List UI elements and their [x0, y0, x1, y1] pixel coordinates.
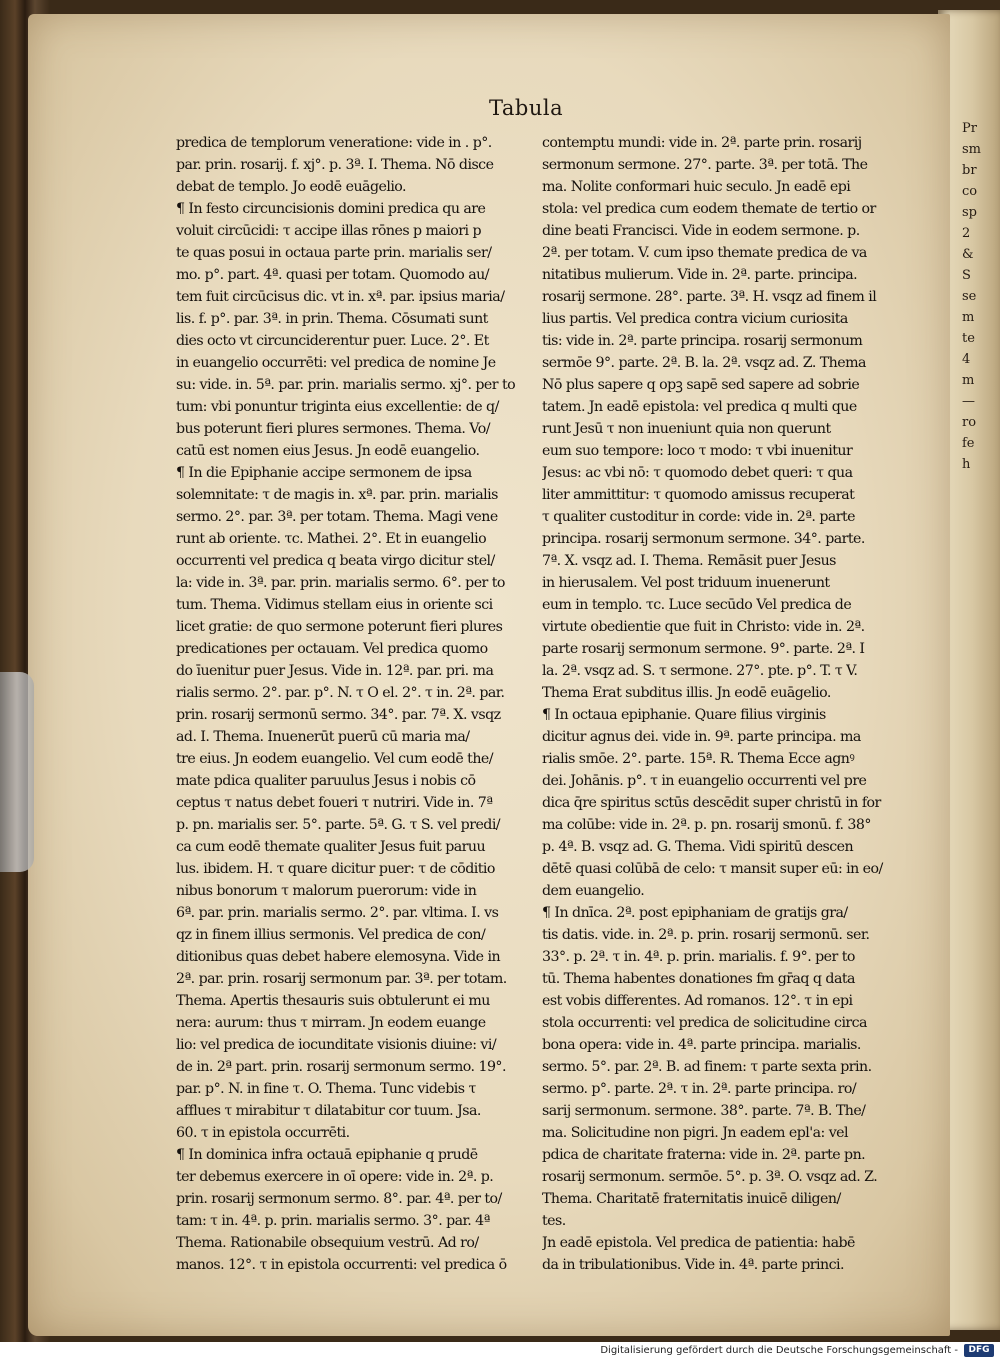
- text-line: ma. Nolite conformari huic seculo. Jn eadē epi: [542, 179, 851, 195]
- text-line: ¶ In dominica infra octauā epiphanie q prudē: [176, 1147, 478, 1163]
- text-line: runt ab oriente. τc. Mathei. 2°. Et in euangelio: [176, 531, 487, 547]
- digitization-footer: [0, 1342, 1000, 1360]
- text-line: rosarij sermone. 28°. parte. 3ª. H. vsqz ad finem il: [542, 289, 877, 305]
- text-line: sermo. 5°. par. 2ª. B. ad finem: τ parte sexta prin.: [542, 1059, 872, 1075]
- text-line: manos. 12°. τ in epistola occurrenti: vel predica ō: [176, 1257, 507, 1273]
- text-column-left: [176, 132, 536, 1276]
- text-line: rialis smōe. 2°. parte. 15ª. R. Thema Ecce agnꝰ: [542, 751, 855, 767]
- text-line: Nō plus sapere q opꝫ sapē sed sapere ad sobrie: [542, 377, 860, 393]
- text-line: predicationes per octauam. Vel predica quomo: [176, 641, 488, 657]
- text-line: do īuenitur puer Jesus. Vide in. 12ª. par. pri. ma: [176, 663, 494, 679]
- text-line: tum: vbi ponuntur triginta eius excellentie: de q/: [176, 399, 499, 415]
- text-line: tis datis. vide. in. 2ª. p. prin. rosarij sermonū. ser.: [542, 927, 870, 943]
- text-line: lis. f. p°. par. 3ª. in prin. Thema. Cōsumati sunt: [176, 311, 488, 327]
- text-line: 6ª. par. prin. marialis sermo. 2°. par. vltima. I. vs: [176, 905, 499, 921]
- text-line: principa. rosarij sermonum sermone. 34°. parte.: [542, 531, 865, 547]
- text-line: ¶ In die Epiphanie accipe sermonem de ipsa: [176, 465, 472, 481]
- text-column-right: [542, 132, 894, 1276]
- text-line: stola: vel predica cum eodem themate de tertio or: [542, 201, 876, 217]
- text-line: nibus bonorum τ malorum puerorum: vide in: [176, 883, 477, 899]
- binding-clip: [0, 672, 34, 872]
- text-line: catū est nomen eius Jesus. Jn eodē euangelio.: [176, 443, 480, 459]
- text-line: lus. ibidem. H. τ quare dicitur puer: τ de cōditio: [176, 861, 495, 877]
- page-header: Tabula: [489, 96, 564, 120]
- text-line: rialis sermo. 2°. par. p°. N. τ O el. 2°. τ in. 2ª. par.: [176, 685, 505, 701]
- text-line: sermo. p°. parte. 2ª. τ in. 2ª. parte principa. ro/: [542, 1081, 857, 1097]
- dfg-logo: DFG: [964, 1344, 994, 1357]
- text-line: 2ª. par. prin. rosarij sermonum par. 3ª. per totam.: [176, 971, 507, 987]
- text-line: ter debemus exercere in oī opere: vide in. 2ª. p.: [176, 1169, 494, 1185]
- text-line: tam: τ in. 4ª. p. prin. marialis sermo. 3°. par. 4ª: [176, 1213, 490, 1229]
- next-page-text-fragment: Pr sm br co sp 2 & S se m te 4 m — ro fe h: [962, 121, 981, 472]
- text-line: da in tribulationibus. Vide in. 4ª. parte princi.: [542, 1257, 844, 1273]
- text-line: tes.: [542, 1213, 566, 1229]
- text-line: afflues τ mirabitur τ dilatabitur cor tuum. Jsa.: [176, 1103, 481, 1119]
- text-line: stola occurrenti: vel predica de solicitudine circa: [542, 1015, 867, 1031]
- text-line: predica de templorum veneratione: vide in . p°.: [176, 135, 492, 151]
- text-line: tis: vide in. 2ª. parte principa. rosarij sermonum: [542, 333, 863, 349]
- footer-credit: Digitalisierung gefördert durch die Deutsche Forschungsgemeinschaft -: [600, 1345, 958, 1356]
- text-line: virtute obedientie que fuit in Christo: vide in. 2ª.: [542, 619, 865, 635]
- text-line: nera: aurum: thus τ mirram. Jn eodem euange: [176, 1015, 486, 1031]
- text-line: bus poterunt fieri plures sermones. Thema. Vo/: [176, 421, 490, 437]
- text-line: 7ª. X. vsqz ad. I. Thema. Remāsit puer Jesus: [542, 553, 836, 569]
- text-line: ceptus τ natus debet foueri τ nutriri. Vide in. 7ª: [176, 795, 493, 811]
- text-line: bona opera: vide in. 4ª. parte principa. marialis.: [542, 1037, 861, 1053]
- text-line: τ qualiter custoditur in corde: vide in. 2ª. parte: [542, 509, 856, 525]
- text-line: dei. Johānis. p°. τ in euangelio occurrenti vel pre: [542, 773, 867, 789]
- text-line: voluit circūcidi: τ accipe illas rōnes p maiori p: [176, 223, 482, 239]
- text-line: 2ª. per totam. V. cum ipso themate predica de va: [542, 245, 867, 261]
- text-line: qz in finem illius sermonis. Vel predica de con/: [176, 927, 486, 943]
- text-line: la: vide in. 3ª. par. prin. marialis sermo. 6°. per to: [176, 575, 505, 591]
- text-line: sermo. 2°. par. 3ª. per totam. Thema. Magi vene: [176, 509, 498, 525]
- text-line: tum. Thema. Vidimus stellam eius in oriente sci: [176, 597, 493, 613]
- text-line: dētē quasi colūbā de celo: τ mansit super eū: in eo/: [542, 861, 883, 877]
- text-line: tū. Thema habentes donationes fm gr̄aq q data: [542, 971, 855, 987]
- text-line: Thema. Charitatē fraternitatis inuicē diligen/: [542, 1191, 841, 1207]
- text-line: mate pdica qualiter paruulus Jesus i nobis cō: [176, 773, 476, 789]
- text-line: ca cum eodē themate qualiter Jesus fuit paruu: [176, 839, 486, 855]
- text-line: ditionibus quas debet habere elemosyna. Vide in: [176, 949, 501, 965]
- text-line: sarij sermonum. sermone. 38°. parte. 7ª. B. The/: [542, 1103, 866, 1119]
- text-line: p. pn. marialis ser. 5°. parte. 5ª. G. τ S. vel predi/: [176, 817, 501, 833]
- text-line: 33°. p. 2ª. τ in. 4ª. p. prin. marialis. f. 9°. per to: [542, 949, 855, 965]
- text-line: te quas posui in octaua parte prin. marialis ser/: [176, 245, 492, 261]
- text-line: eum suo tempore: loco τ modo: τ vbi inuenitur: [542, 443, 853, 459]
- text-line: solemnitate: τ de magis in. xª. par. prin. marialis: [176, 487, 498, 503]
- text-line: ma. Solicitudine non pigri. Jn eadem epl'a: vel: [542, 1125, 849, 1141]
- text-line: ¶ In festo circuncisionis domini predica qu are: [176, 201, 486, 217]
- text-line: prin. rosarij sermonum sermo. 8°. par. 4ª. per to/: [176, 1191, 502, 1207]
- text-line: pdica de charitate fraterna: vide in. 2ª. parte pn.: [542, 1147, 866, 1163]
- text-line: liter ammittitur: τ quomodo amissus recuperat: [542, 487, 855, 503]
- text-line: de in. 2ª part. prin. rosarij sermonum sermo. 19°.: [176, 1059, 506, 1075]
- text-line: contemptu mundi: vide in. 2ª. parte prin. rosarij: [542, 135, 862, 151]
- text-line: tatem. Jn eadē epistola: vel predica q multi que: [542, 399, 857, 415]
- text-line: prin. rosarij sermonū sermo. 34°. par. 7ª. X. vsqz: [176, 707, 501, 723]
- text-line: lio: vel predica de iocunditate visionis diuine: vi/: [176, 1037, 497, 1053]
- text-line: dem euangelio.: [542, 883, 645, 899]
- text-line: ma colūbe: vide in. 2ª. p. pn. rosarij smonū. f. 38°: [542, 817, 871, 833]
- text-line: parte rosarij sermonum sermone. 9°. parte. 2ª. I: [542, 641, 865, 657]
- text-line: tre eius. Jn eodem euangelio. Vel cum eodē the/: [176, 751, 493, 767]
- text-line: dine beati Francisci. Vide in eodem sermone. p.: [542, 223, 860, 239]
- text-line: su: vide. in. 5ª. par. prin. marialis sermo. xj°. per to: [176, 377, 516, 393]
- text-line: dies octo vt circunciderentur puer. Luce. 2°. Et: [176, 333, 489, 349]
- text-line: Jesus: ac vbi nō: τ quomodo debet queri: τ qua: [542, 465, 853, 481]
- text-line: par. p°. N. in fine τ. O. Thema. Tunc videbis τ: [176, 1081, 476, 1097]
- text-line: ¶ In dnīca. 2ª. post epiphaniam de gratijs gra/: [542, 905, 848, 921]
- text-line: dica q̄re spiritus sctūs descēdit super christū in for: [542, 795, 881, 811]
- text-line: sermōe 9°. parte. 2ª. B. la. 2ª. vsqz ad. Z. Thema: [542, 355, 866, 371]
- text-line: runt Jesū τ non inueniunt quia non querunt: [542, 421, 831, 437]
- text-line: occurrenti vel predica q beata virgo dicitur stel/: [176, 553, 495, 569]
- text-line: in euangelio occurrēti: vel predica de nomine Je: [176, 355, 496, 371]
- text-line: Thema. Rationabile obsequium vestrū. Ad ro/: [176, 1235, 479, 1251]
- text-line: est vobis differentes. Ad romanos. 12°. τ in epi: [542, 993, 853, 1009]
- text-line: debat de templo. Jo eodē euāgelio.: [176, 179, 407, 195]
- text-line: eum in templo. τc. Luce secūdo Vel predica de: [542, 597, 852, 613]
- text-line: Thema. Apertis thesauris suis obtulerunt ei mu: [176, 993, 490, 1009]
- text-line: Jn eadē epistola. Vel predica de patientia: habē: [542, 1235, 855, 1251]
- text-line: rosarij sermonum. sermōe. 5°. p. 3ª. O. vsqz ad. Z.: [542, 1169, 878, 1185]
- text-line: tem fuit circūcisus dic. vt in. xª. par. ipsius maria/: [176, 289, 505, 305]
- text-line: sermonum sermone. 27°. parte. 3ª. per totā. The: [542, 157, 868, 173]
- text-line: ad. I. Thema. Inuenerūt puerū cū maria ma/: [176, 729, 470, 745]
- text-line: in hierusalem. Vel post triduum inuenerunt: [542, 575, 830, 591]
- text-line: dicitur agnus dei. vide in. 9ª. parte principa. ma: [542, 729, 861, 745]
- text-line: p. 4ª. B. vsqz ad. G. Thema. Vidi spiritū descen: [542, 839, 854, 855]
- text-line: 60. τ in epistola occurrēti.: [176, 1125, 350, 1141]
- text-line: par. prin. rosarij. f. xj°. p. 3ª. I. Thema. Nō disce: [176, 157, 494, 173]
- text-line: licet gratie: de quo sermone poterunt fieri plures: [176, 619, 503, 635]
- text-line: la. 2ª. vsqz ad. S. τ sermone. 27°. pte. p°. T. τ V.: [542, 663, 858, 679]
- text-line: lius partis. Vel predica contra vicium curiosita: [542, 311, 848, 327]
- text-line: ¶ In octaua epiphanie. Quare filius virginis: [542, 707, 826, 723]
- text-line: mo. p°. part. 4ª. quasi per totam. Quomodo au/: [176, 267, 489, 283]
- text-line: Thema Erat subditus illis. Jn eodē euāgelio.: [542, 685, 831, 701]
- text-line: nitatibus mulierum. Vide in. 2ª. parte. principa.: [542, 267, 858, 283]
